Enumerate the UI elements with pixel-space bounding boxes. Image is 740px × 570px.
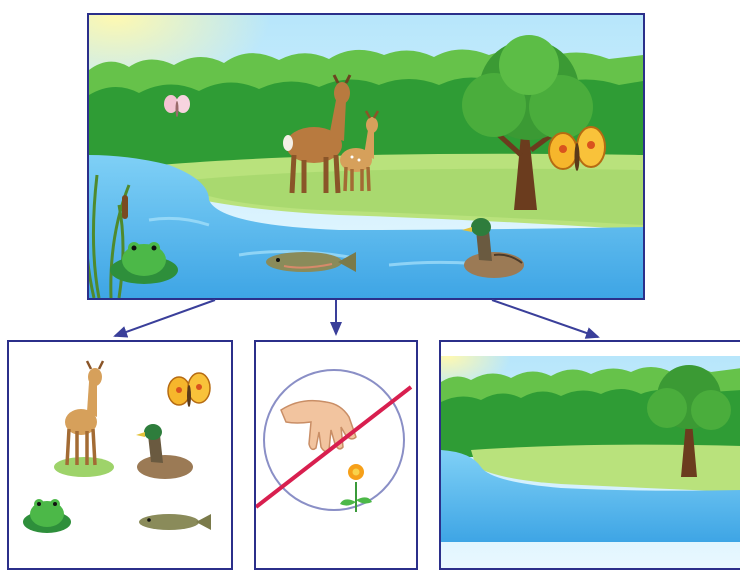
- landscape-illustration: [441, 342, 740, 568]
- duck-icon: [136, 424, 193, 479]
- butterfly-icon: [168, 373, 210, 407]
- fawn-icon: [54, 361, 114, 477]
- arrow-right: [492, 300, 598, 337]
- frog-icon: [23, 499, 71, 533]
- prohibition-illustration: [256, 342, 416, 568]
- arrow-left: [115, 300, 215, 336]
- prohibition-panel: [254, 340, 418, 570]
- landscape-panel: [439, 340, 740, 570]
- fish-icon: [139, 514, 211, 530]
- animals-illustration: [9, 342, 231, 568]
- animals-panel: [7, 340, 233, 570]
